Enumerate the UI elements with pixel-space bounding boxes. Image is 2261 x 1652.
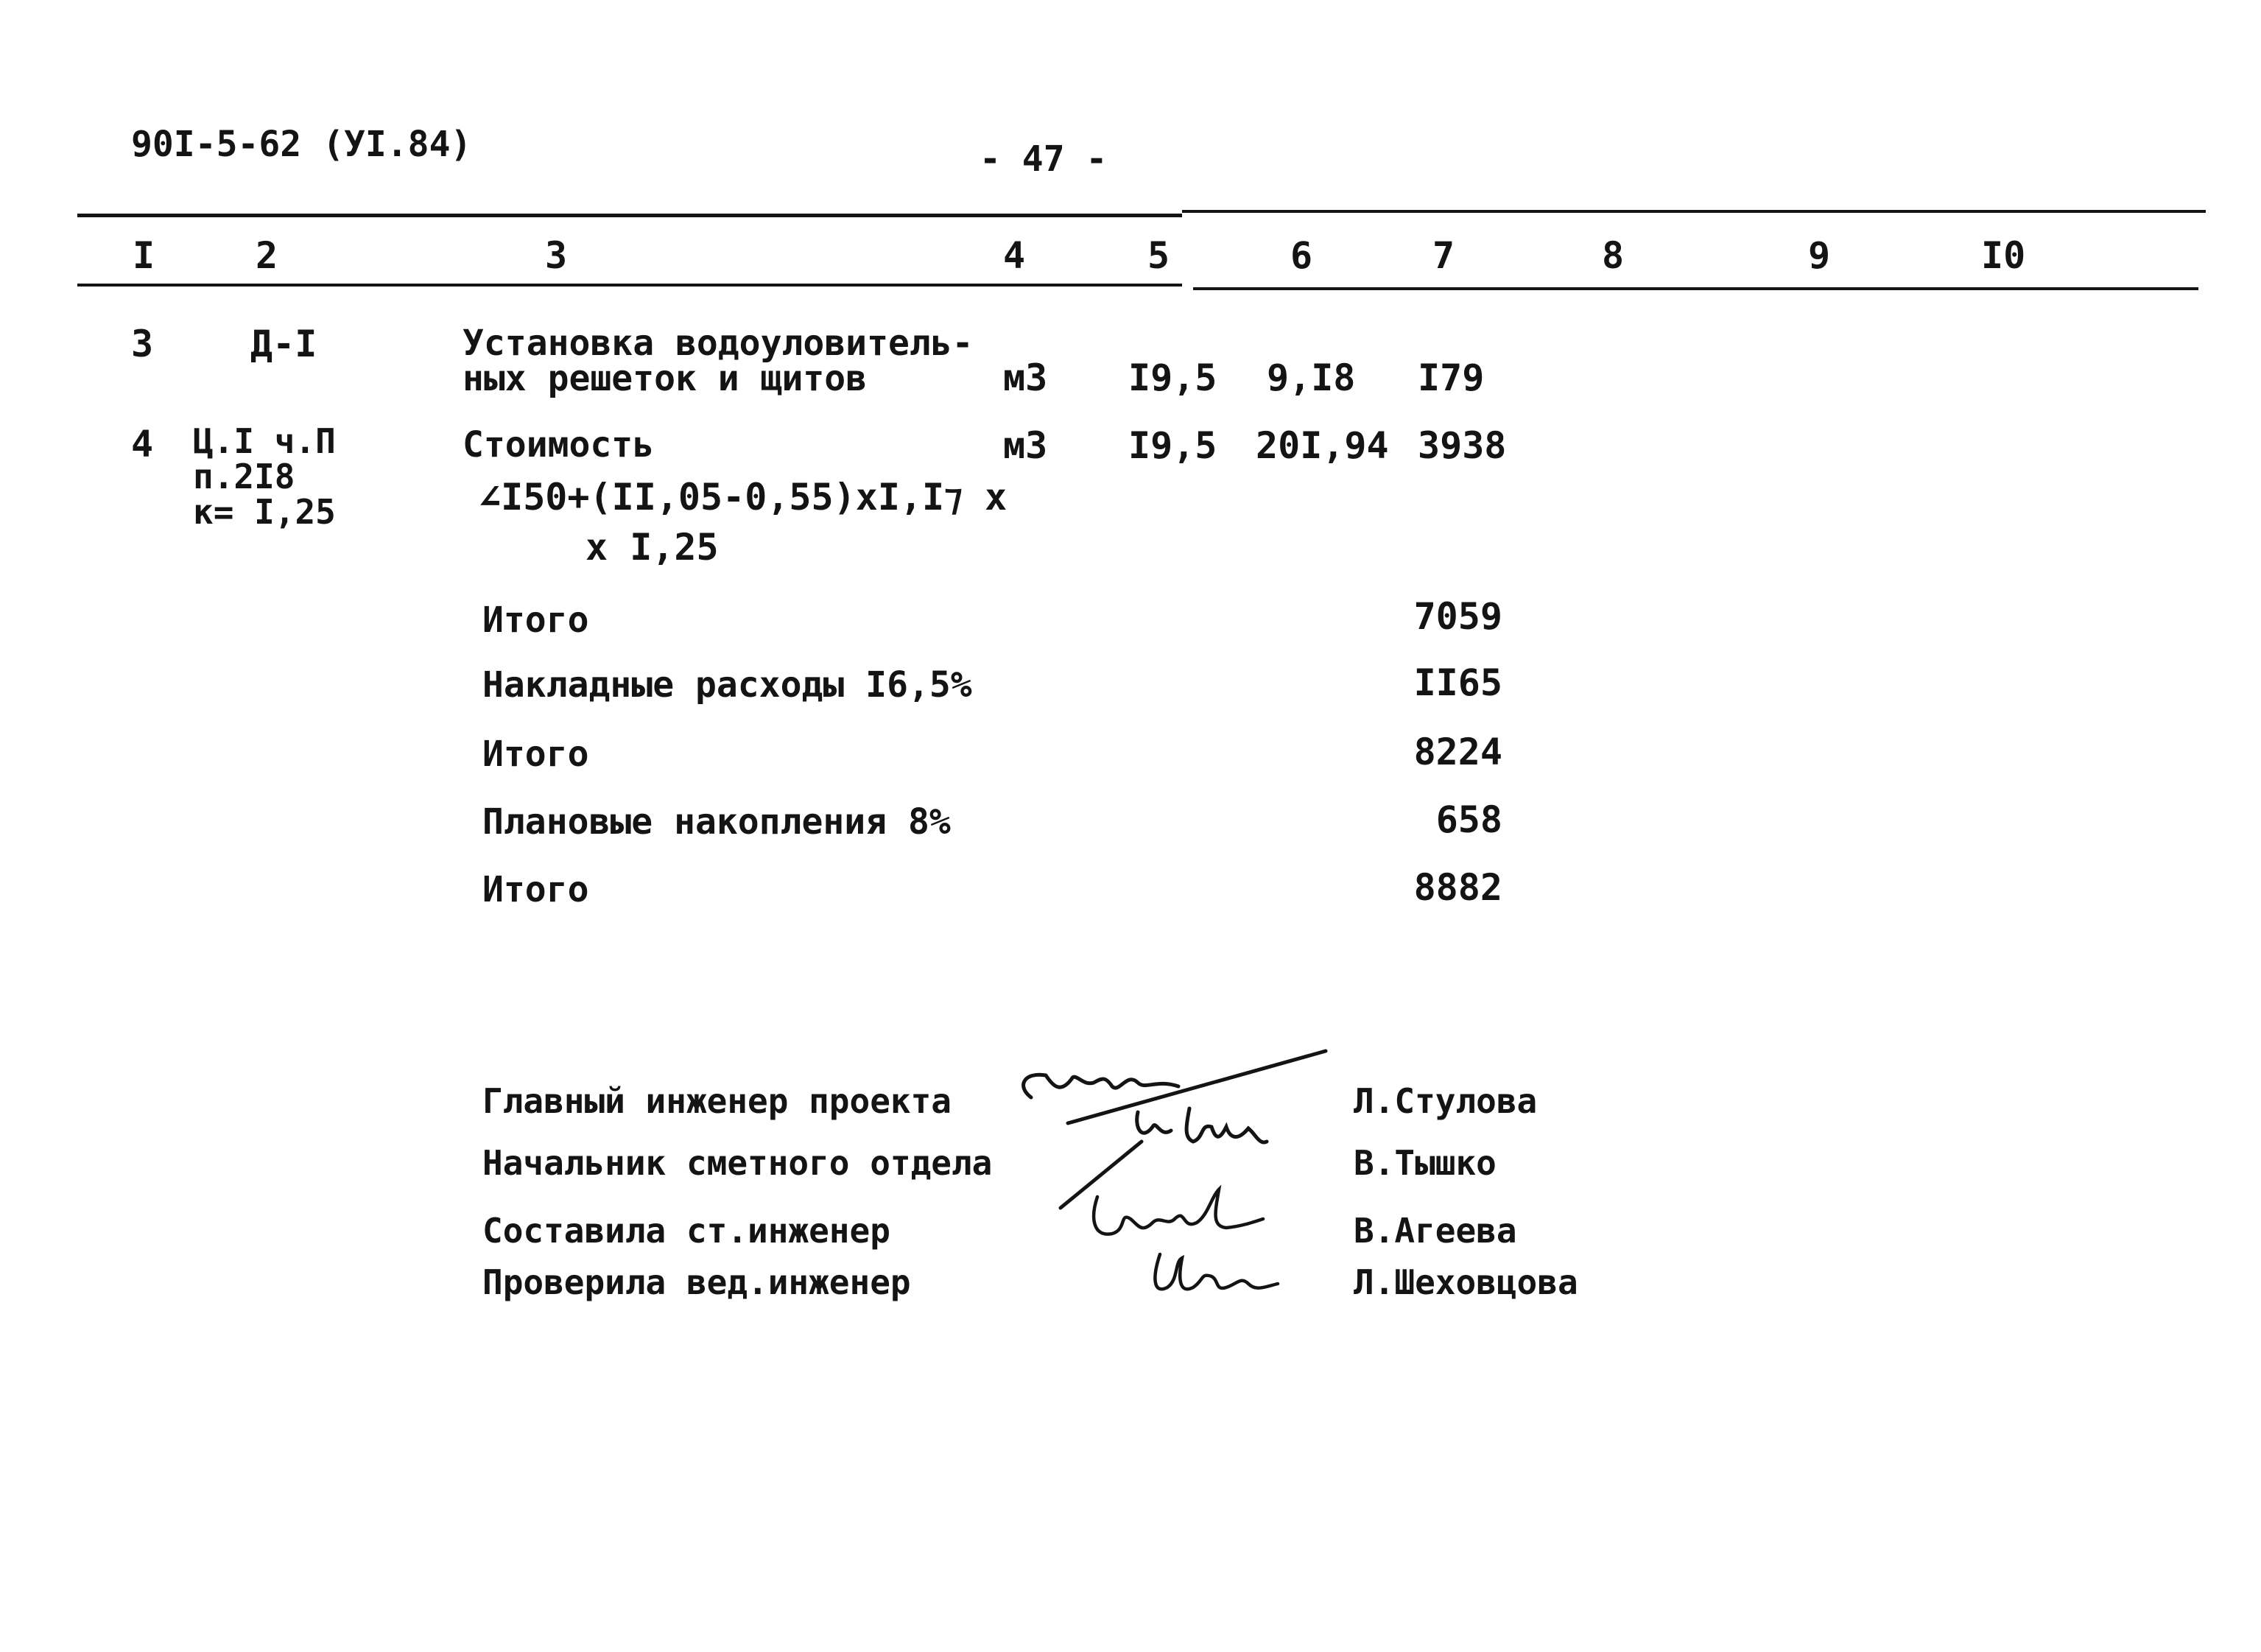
- col-header-6: 6: [1290, 234, 1313, 277]
- signer-role: Проверила вед.инженер: [482, 1262, 911, 1302]
- signer-role: Главный инженер проекта: [482, 1081, 952, 1121]
- row-unit-price: 9,I8: [1267, 356, 1356, 399]
- summary-label: Плановые накопления 8%: [482, 801, 951, 843]
- row-formula-line: x I,25: [586, 526, 719, 569]
- table-header-rule: [77, 284, 1182, 287]
- summary-value: 8882: [1413, 866, 1502, 909]
- row-code-line: Ц.I ч.П: [193, 421, 336, 461]
- row-description-line: Стоимость: [463, 424, 655, 465]
- row-code-line: п.2I8: [193, 457, 295, 496]
- row-unit: м3: [1003, 356, 1048, 399]
- summary-label: Накладные расходы I6,5%: [482, 664, 972, 706]
- row-code: Д-I: [250, 323, 317, 365]
- row-unit-price: 20I,94: [1256, 424, 1389, 467]
- page-number: - 47 -: [980, 138, 1108, 180]
- signer-name: Л.Стулова: [1354, 1081, 1538, 1121]
- col-header-2: 2: [256, 234, 278, 277]
- summary-label: Итого: [482, 600, 589, 641]
- row-formula-line: ∠I50+(II,05-0,55)xI,I⁊ x: [479, 476, 1008, 519]
- row-code-line: к= I,25: [193, 492, 336, 532]
- row-total: 3938: [1418, 424, 1507, 467]
- row-number: 3: [131, 323, 154, 365]
- col-header-5: 5: [1147, 234, 1170, 277]
- table-top-rule: [77, 214, 1182, 217]
- summary-value: 8224: [1413, 731, 1502, 773]
- col-header-9: 9: [1808, 234, 1831, 277]
- signer-role: Начальник сметного отдела: [482, 1143, 993, 1183]
- row-description-line: Установка водоуловитель-: [463, 323, 974, 364]
- row-quantity: I9,5: [1128, 424, 1217, 467]
- document-code: 90I-5-62 (УI.84): [131, 124, 472, 165]
- signature-scribble-checker: [1145, 1243, 1293, 1302]
- col-header-3: 3: [545, 234, 568, 277]
- row-unit: м3: [1003, 424, 1048, 467]
- row-quantity: I9,5: [1128, 356, 1217, 399]
- summary-value: 7059: [1413, 595, 1502, 638]
- summary-value: II65: [1413, 661, 1502, 704]
- table-top-rule-right: [1182, 210, 2206, 213]
- col-header-7: 7: [1432, 234, 1455, 277]
- row-number: 4: [131, 423, 154, 465]
- table-header-rule-right: [1193, 287, 2198, 290]
- col-header-10: I0: [1981, 234, 2026, 277]
- col-header-4: 4: [1003, 234, 1026, 277]
- col-header-1: I: [133, 234, 155, 277]
- row-description-line: ных решеток и щитов: [463, 358, 868, 399]
- signer-name: В.Тышко: [1354, 1143, 1497, 1183]
- signer-name: Л.Шеховцова: [1354, 1262, 1578, 1302]
- summary-value: 658: [1435, 798, 1502, 841]
- summary-label: Итого: [482, 734, 589, 775]
- signer-name: В.Агеева: [1354, 1211, 1517, 1251]
- col-header-8: 8: [1602, 234, 1625, 277]
- row-total: I79: [1418, 356, 1485, 399]
- summary-label: Итого: [482, 869, 589, 910]
- signature-scribble-compiler: [1086, 1182, 1285, 1252]
- signer-role: Составила ст.инженер: [482, 1211, 890, 1251]
